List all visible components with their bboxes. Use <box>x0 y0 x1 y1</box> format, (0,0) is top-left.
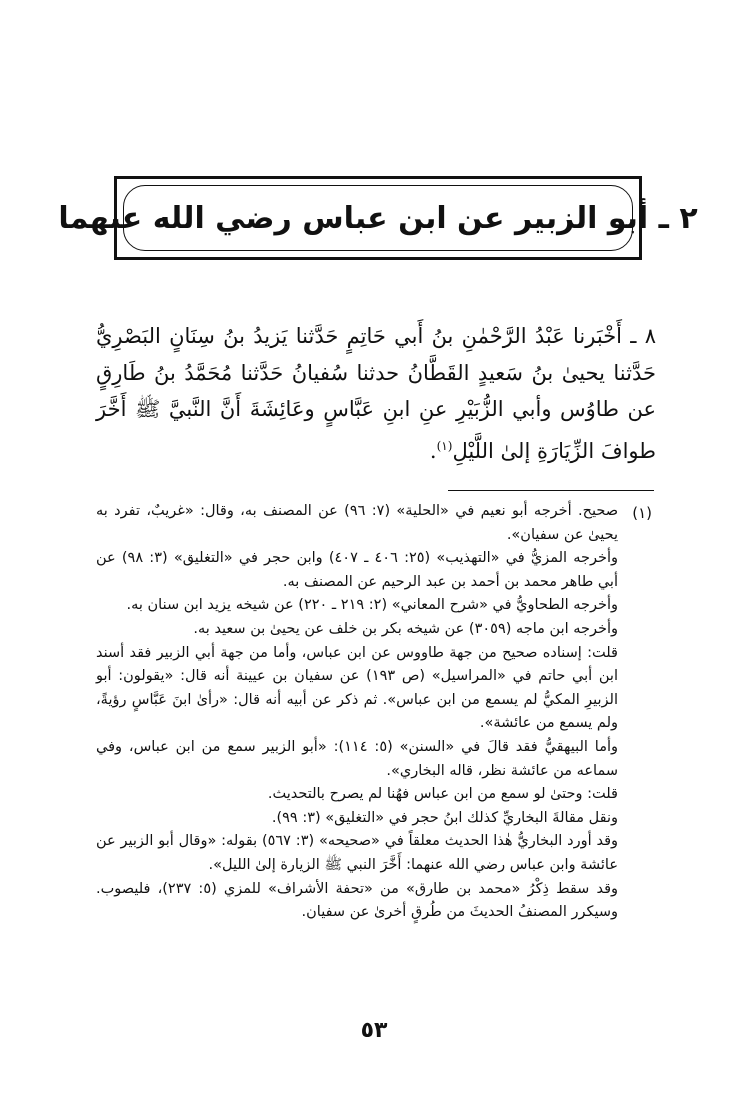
footnote-reference[interactable]: (١) <box>436 438 453 453</box>
chapter-title-frame <box>58 176 698 260</box>
footnote-paragraph: وأخرجه ابن ماجه (٣٠٥٩) عن شيخه بكر بن خلف عن يحيىٰ بن سعيد به. <box>193 620 618 637</box>
hadith-end-mark: . <box>429 438 437 463</box>
page-number: ٥٣ <box>360 1018 388 1043</box>
footnote-paragraph: وأما البيهقيُّ فقد قالَ في «السنن» (٥: ١١٤): «أبو الزبير سمع من ابن عباس، وفي سماعه من عائشة نظر، قاله البخاري». <box>96 738 619 779</box>
footnote-block <box>96 500 618 925</box>
footnote-marker: (١) <box>632 504 652 522</box>
hadith-text-block <box>96 318 656 469</box>
footnote-paragraph: وأخرجه المزيُّ في «التهذيب» (٢٥: ٤٠٦ ـ ٤٠٧) وابن حجر في «التغليق» (٣: ٩٨) عن أبي طاهر محمد بن أحمد بن عبد الرحيم عن المصنف به. <box>96 550 619 590</box>
footnote-paragraph: وأخرجه الطحاويُّ في «شرح المعاني» (٢: ٢١٩ ـ ٢٢٠) عن شيخه يزيد ابن سنان به. <box>126 597 618 614</box>
footnote-paragraph: وقد سقط ذِكْرُ «محمد بن طارق» من «تحفة الأشراف» للمزي (٥: ٢٣٧)، فليصوب. وسيكرر المصنفُ الحديثَ من طُرقٍ أخرىٰ عن سفيان. <box>96 880 618 921</box>
chapter-title-inner-border <box>58 185 698 251</box>
footnote-paragraph: وقد أورد البخاريُّ هٰذا الحديث معلقاً في «صحيحه» (٣: ٥٦٧) بقوله: «وقال أبو الزبير عن عائشة وابن عباس رضي الله عنهما: أَخَّرَ النبي ﷺ الزيارة إلىٰ الليل». <box>96 833 618 873</box>
footnote-paragraph: قلت: إسناده صحيح من جهة طاووس عن ابن عباس، وأما من جهة أبي الزبير فقد أسند ابن أبي حاتم في «المراسيل» (ص ١٩٣) عن سفيان بن عيينة أنه قال: «يقولون: أبو الزبيرِ المكيُّ لم يسمع من ابن عباس». ثم ذكر عن أبيه أنه قال: «رأىٰ ابنَ عَبَّاسٍ رؤيةً، ولم يسمع من عائشة». <box>96 644 618 732</box>
hadith-text: ٨ ـ أَخْبَرنا عَبْدُ الرَّحْمٰنِ بنُ أَبي حَاتِمٍ حَدَّثنا يَزيدُ بنُ سِنَانٍ البَصْرِيُّ حَدَّثنا يحيىٰ بنُ سَعيدٍ القَطَّانُ حدثنا سُفيانُ حَدَّثنا مُحَمَّدُ بنُ طَارِقٍ عن طاوُس وأبي الزُّبَيْرِ عنِ ابنِ عَبَّاسٍ وعَائِشَةَ أَنَّ النَّبيَّ ﷺ أَخَّرَ طوافَ الزِّيَارَةِ إلىٰ اللَّيْلِ <box>96 324 656 463</box>
footnote-paragraph: صحيح. أخرجه أبو نعيم في «الحلية» (٧: ٩٦) عن المصنف به، وقال: «غريبٌ، تفرد به يحيىٰ عن سفيان». <box>96 503 619 543</box>
chapter-title: ٢ ـ أبو الزبير عن ابن عباس رضي الله عنهما <box>58 200 698 236</box>
footnote-paragraph: ونقل مقالةَ البخاريِّ كذلك ابنُ حجر في «التغليق» (٣: ٩٩). <box>271 809 618 826</box>
footnote-separator <box>448 490 654 491</box>
footnote-paragraph: قلت: وحتىٰ لو سمع من ابن عباس فهُنا لم يصرح بالتحديث. <box>267 786 618 803</box>
